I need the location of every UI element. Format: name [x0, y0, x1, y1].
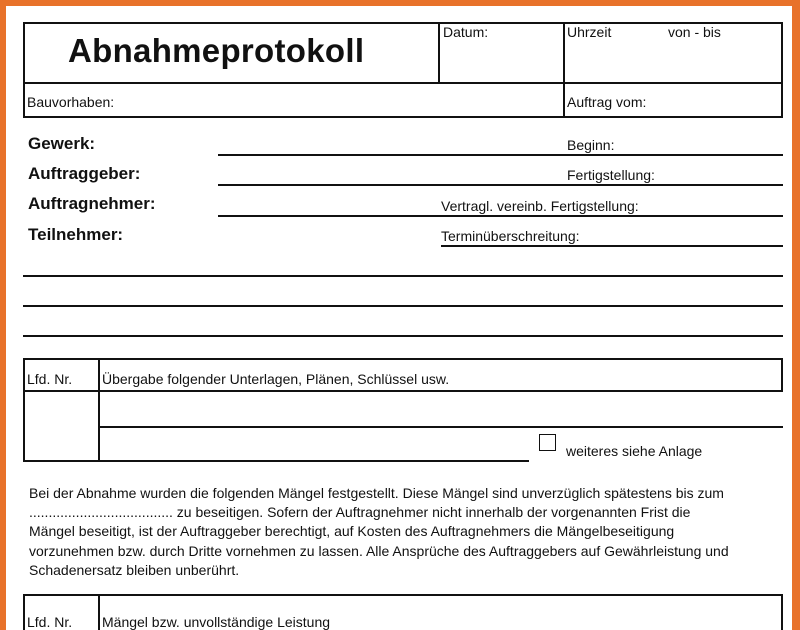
maengel-line-5: Schadenersatz bleiben unberührt.	[29, 561, 240, 578]
vertragl-fertigstellung-label: Vertragl. vereinb. Fertigstellung:	[441, 198, 639, 214]
fertigstellung-label: Fertigstellung:	[567, 167, 655, 183]
teilnehmer-line-1[interactable]	[23, 275, 783, 277]
header-divider	[438, 22, 440, 84]
form-title: Abnahmeprotokoll	[68, 32, 365, 69]
auftraggeber-line[interactable]	[218, 184, 783, 186]
auftragnehmer-line[interactable]	[218, 215, 783, 217]
bauvorhaben-label: Bauvorhaben:	[27, 94, 115, 110]
header-divider	[23, 82, 783, 84]
terminueberschreitung-line[interactable]	[441, 245, 783, 247]
header-divider	[563, 22, 565, 118]
von-bis-label: von - bis	[668, 24, 721, 40]
maengel-col1-header: Lfd. Nr.	[27, 614, 73, 630]
gewerk-line[interactable]	[218, 154, 783, 156]
maengel-line-2: ..................................... zu beseitigen. Sofern der Auftragnehmer nicht innerhalb der vorgenannten Frist die	[29, 504, 691, 521]
uebergabe-col1-header: Lfd. Nr.	[27, 371, 73, 387]
terminueberschreitung-label: Terminüberschreitung:	[441, 228, 580, 244]
maengel-col2-header: Mängel bzw. unvollständige Leistung	[102, 614, 331, 630]
auftrag-vom-label: Auftrag vom:	[567, 94, 647, 110]
form-page	[6, 6, 792, 630]
weiteres-anlage-label: weiteres siehe Anlage	[566, 443, 703, 459]
datum-label: Datum:	[443, 24, 489, 40]
uebergabe-col2-header: Übergabe folgender Unterlagen, Plänen, Schlüssel usw.	[102, 371, 450, 387]
teilnehmer-label: Teilnehmer:	[28, 225, 124, 244]
auftragnehmer-label: Auftragnehmer:	[28, 194, 156, 213]
beginn-label: Beginn:	[567, 137, 615, 153]
teilnehmer-line-3[interactable]	[23, 335, 783, 337]
maengel-line-3: Mängel beseitigt, ist der Auftraggeber berechtigt, auf Kosten des Auftragnehmers die Mängelbeseitigung	[29, 523, 675, 540]
auftraggeber-label: Auftraggeber:	[28, 164, 141, 183]
maengel-line-1: Bei der Abnahme wurden die folgenden Mängel festgestellt. Diese Mängel sind unverzüglich spätestens bis zum	[29, 485, 724, 501]
uhrzeit-label: Uhrzeit	[567, 24, 612, 40]
teilnehmer-line-2[interactable]	[23, 305, 783, 307]
maengel-paragraph	[29, 484, 789, 580]
weiteres-anlage-checkbox[interactable]	[539, 434, 556, 451]
maengel-line-4: vorzunehmen bzw. durch Dritte vornehmen zu lassen. Alle Ansprüche des Auftraggebers auf Gewährleistung und	[29, 542, 729, 559]
gewerk-label: Gewerk:	[28, 134, 96, 153]
